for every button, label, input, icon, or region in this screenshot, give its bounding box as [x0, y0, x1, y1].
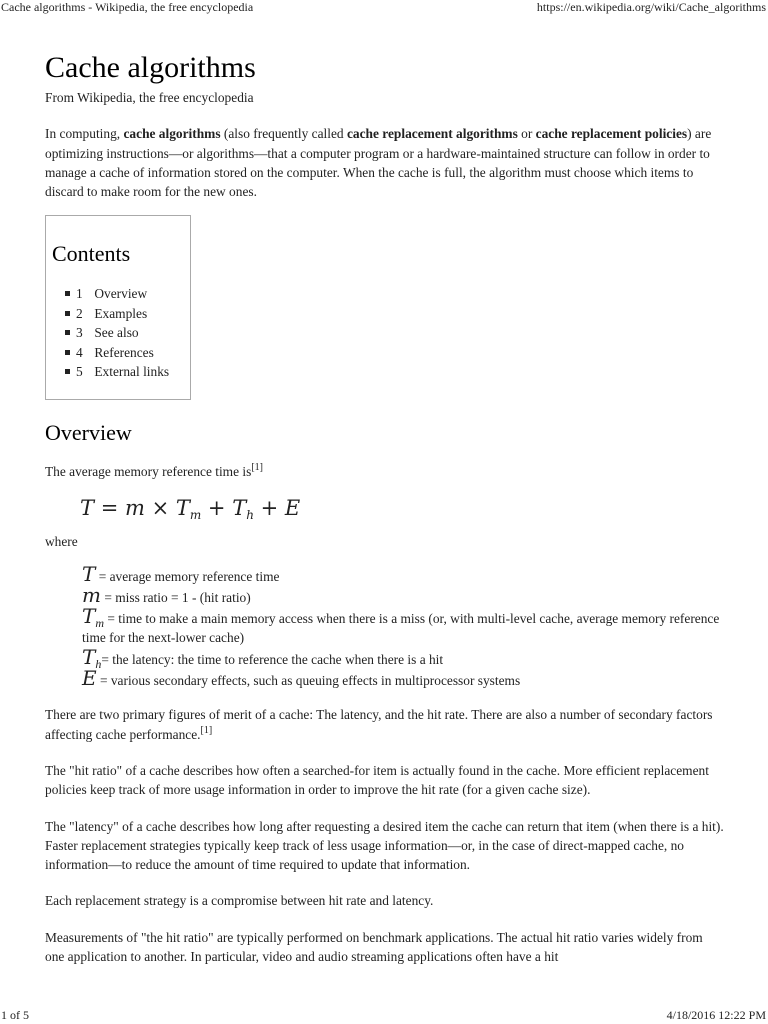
formula-Th-sub: h — [246, 508, 254, 523]
intro-text-3: or — [517, 126, 536, 142]
definition-subscript: m — [95, 616, 105, 631]
overview-heading: Overview — [45, 419, 132, 445]
page-number: 1 of 5 — [1, 1008, 29, 1022]
article-subtitle: From Wikipedia, the free encyclopedia — [45, 90, 254, 105]
reference-link-1[interactable]: [1] — [200, 724, 213, 736]
definition-symbol: m — [82, 582, 101, 607]
formula-Th: T — [232, 496, 247, 521]
formula-plus: + — [253, 496, 285, 521]
article-content — [45, 50, 725, 966]
hit-ratio-paragraph: The "hit ratio" of a cache describes how often a searched-for item is actually found in the cache. More efficient replacement policies keep track of more usage information in order to improve the hit rate (for a given cache size). — [45, 762, 709, 798]
toc-item-label[interactable]: External links — [94, 364, 170, 380]
toc-item-number: 5 — [76, 364, 83, 380]
definition-item — [82, 561, 725, 586]
memory-time-formula — [80, 494, 725, 522]
toc-item-label[interactable]: Overview — [94, 286, 148, 302]
definition-list — [82, 561, 725, 691]
article-title: Cache algorithms — [45, 51, 256, 84]
toc-item-number: 1 — [76, 286, 83, 302]
formula-times: × — [144, 496, 176, 521]
where-text: where — [45, 534, 78, 550]
definition-text: = time to make a main memory access when there is a miss (or, with multi-level cache, average memory reference time for the next-lower cache) — [82, 611, 720, 646]
formula-plus: + — [201, 496, 233, 521]
term-cache-replacement-policies: cache replacement policies — [535, 126, 688, 142]
definition-item — [82, 604, 725, 648]
definition-subscript: h — [95, 656, 102, 671]
intro-paragraph — [45, 124, 725, 201]
definition-symbol: T — [82, 561, 96, 586]
formula-E: E — [284, 496, 301, 521]
definition-text: = various secondary effects, such as queuing effects in multiprocessor systems — [96, 673, 521, 689]
toc-title: Contents — [52, 241, 131, 267]
page-url-header: https://en.wikipedia.org/wiki/Cache_algorithms — [536, 0, 766, 14]
definition-item — [82, 582, 725, 607]
definition-symbol: T — [82, 604, 96, 629]
avg-time-text: The average memory reference time is — [45, 463, 252, 479]
term-cache-algorithms: cache algorithms — [123, 126, 221, 142]
toc-item-external-links[interactable] — [76, 362, 190, 382]
definition-item — [82, 644, 725, 671]
intro-text-4: ) are optimizing instructions—or algorithms—that a computer program or a hardware-maintained structure can follow in order to manage a cache of information stored on the computer. When the cache is full, the algorithm must choose which items to discard to make room for the new ones. — [45, 126, 712, 200]
avg-time-paragraph — [45, 462, 725, 481]
definition-symbol: E — [82, 666, 97, 691]
toc-item-label[interactable]: See also — [94, 325, 139, 341]
formula-equals: = — [94, 496, 125, 521]
page-title-header: Cache algorithms - Wikipedia, the free encyclopedia — [1, 0, 254, 14]
definition-text: = average memory reference time — [95, 568, 280, 584]
formula-m: m — [124, 496, 145, 521]
formula-Tm-sub: m — [189, 508, 202, 523]
term-cache-replacement-algorithms: cache replacement algorithms — [346, 126, 518, 142]
toc-item-label[interactable]: Examples — [94, 305, 148, 321]
toc-item-references[interactable] — [76, 343, 190, 363]
toc-item-overview[interactable] — [76, 284, 190, 304]
table-of-contents — [45, 215, 191, 400]
toc-item-number: 2 — [76, 305, 83, 321]
toc-item-number: 3 — [76, 325, 83, 341]
figures-of-merit-text: There are two primary figures of merit of a cache: The latency, and the hit rate. There are also a number of secondary factors affecting cache performance. — [45, 707, 713, 742]
toc-item-examples[interactable] — [76, 304, 190, 324]
toc-item-label[interactable]: References — [94, 344, 154, 360]
formula-Tm: T — [175, 496, 190, 521]
figures-of-merit-paragraph — [45, 705, 725, 744]
latency-paragraph: The "latency" of a cache describes how long after requesting a desired item the cache can return that item (when there is a hit). Faster replacement strategies typically keep track of less usage information—or, in the case of direct-mapped cache, no information—to reduce the amount of time required to update that information. — [45, 818, 724, 873]
definition-symbol: T — [82, 644, 96, 669]
print-header — [0, 0, 768, 18]
toc-item-number: 4 — [76, 344, 83, 360]
toc-item-see-also[interactable] — [76, 323, 190, 343]
measurements-paragraph: Measurements of "the hit ratio" are typically performed on benchmark applications. The actual hit ratio varies widely from one application to another. In particular, video and audio streaming applications often have a hit — [45, 929, 703, 965]
intro-text-1: In computing, — [45, 126, 124, 142]
print-footer — [0, 1006, 768, 1024]
compromise-paragraph: Each replacement strategy is a compromise between hit rate and latency. — [45, 893, 434, 909]
definition-item — [82, 666, 725, 691]
toc-list — [52, 284, 190, 382]
definition-text: = the latency: the time to reference the cache when there is a hit — [101, 651, 444, 667]
definition-text: = miss ratio = 1 - (hit ratio) — [100, 589, 251, 605]
print-timestamp: 4/18/2016 12:22 PM — [666, 1008, 766, 1022]
intro-text-2: (also frequently called — [220, 126, 347, 142]
formula-T: T — [80, 496, 95, 521]
reference-link-1[interactable]: [1] — [251, 461, 263, 473]
